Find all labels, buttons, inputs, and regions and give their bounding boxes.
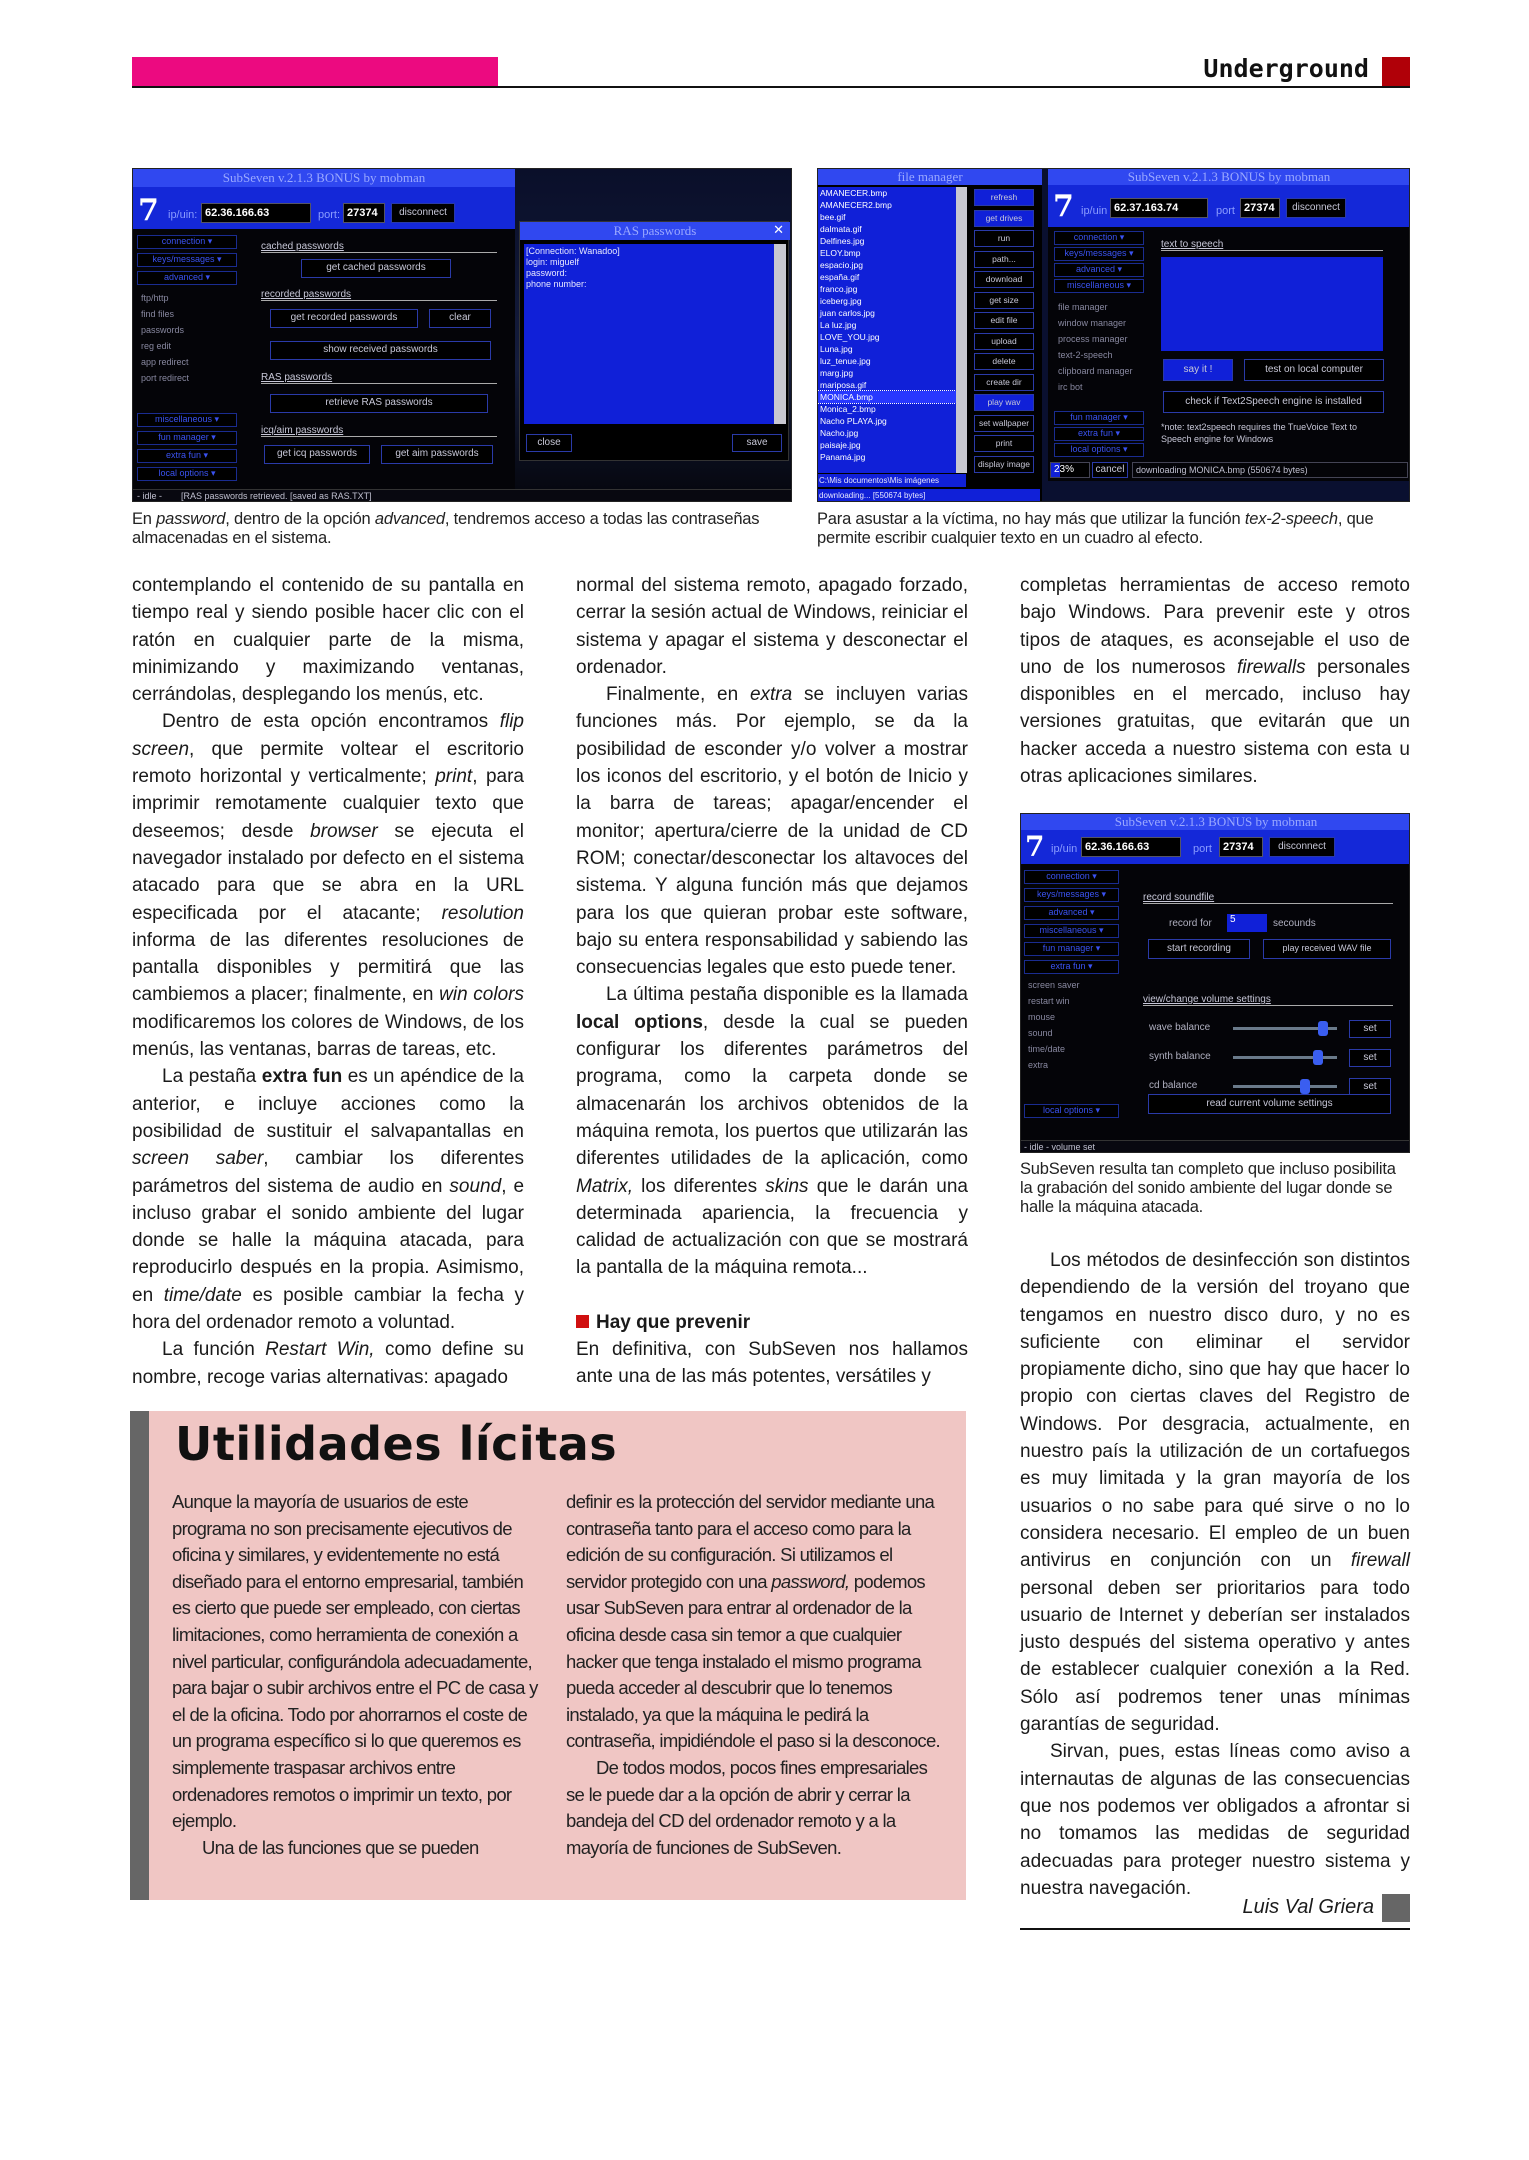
text-run: En definitiva, con SubSeven nos hallamos ante una de las más potentes, versátiles y — [576, 1339, 968, 1388]
paragraph — [576, 572, 968, 681]
caption-figure2 — [817, 510, 1410, 548]
fm-button[interactable]: upload — [974, 333, 1034, 350]
text-run: firewall — [1350, 1550, 1410, 1572]
file-manager-window — [818, 169, 1042, 502]
tts-note: *note: text2speech requires the TrueVoice Text to Speech engine for Windows — [1161, 422, 1357, 444]
subseven-logo-icon: 7 — [1053, 189, 1074, 224]
file-item[interactable]: ELOY.bmp — [820, 248, 861, 258]
volume-slider-thumb[interactable] — [1318, 1021, 1328, 1036]
text-run: completas herramientas de acceso remoto bajo Windows. Para prevenir este y otros tipos de ataques, es aconsejable el uso de uno de los numerosos — [1020, 575, 1410, 678]
file-item[interactable]: Delfines.jpg — [820, 236, 865, 246]
menu-item[interactable]: restart win — [1028, 996, 1070, 1006]
seconds-label: secounds — [1273, 918, 1316, 929]
text-run: Aunque la mayoría de usuarios de este programa no son precisamente ejecutivos de oficina y similares, y evidentemente no está diseñado para el entorno empresarial, también es cierto que puede ser empleado, con ciertas limitaciones, como herramienta de conexión a nivel particular, configurándola adecuadamente, para bajar o subir archivos entre el PC de casa y el de la oficina. Todo por ahorrarnos el coste de un programa específico si lo que queremos es simplemente traspasar archivos entre ordenadores remotos o imprimir un texto, por ejemplo. — [172, 1491, 538, 1832]
file-item[interactable]: bee.gif — [820, 212, 846, 222]
fm-button[interactable]: get drives — [974, 210, 1034, 227]
fm-status: downloading... [550674 bytes] — [818, 489, 1040, 502]
section-title: Underground — [1203, 54, 1369, 83]
text-run: , que permite escribir cualquier texto en un cuadro al efecto. — [817, 510, 1374, 547]
window-title: SubSeven v.2.1.3 BONUS by mobman — [1048, 169, 1410, 185]
fm-button[interactable]: refresh — [974, 189, 1034, 206]
fm-button[interactable]: play wav — [974, 394, 1034, 411]
menu-button[interactable]: connection ▾ — [137, 235, 237, 249]
menu-item[interactable]: passwords — [141, 325, 185, 335]
show-received-button[interactable]: show received passwords — [270, 341, 491, 360]
volume-slider-track[interactable] — [1233, 1085, 1337, 1088]
menu-button[interactable]: local options ▾ — [1054, 443, 1144, 457]
slider-label: synth balance — [1149, 1051, 1211, 1062]
menu-button[interactable]: fun manager ▾ — [137, 431, 237, 445]
close-icon[interactable]: ✕ — [773, 222, 784, 237]
menu-item[interactable]: window manager — [1058, 318, 1127, 328]
text-run: La pestaña — [162, 1066, 262, 1088]
file-item[interactable]: mariposa.gif — [820, 380, 867, 390]
port-input[interactable]: 27374 — [1240, 198, 1280, 218]
menu-item[interactable]: screen saver — [1028, 980, 1080, 990]
paragraph — [566, 1755, 948, 1861]
port-label: port — [1216, 205, 1235, 217]
menu-item[interactable]: sound — [1028, 1028, 1053, 1038]
file-item[interactable]: Panamá.jpg — [820, 452, 866, 462]
text-run: En — [132, 510, 157, 528]
author-marker — [1382, 1894, 1410, 1922]
menu-button[interactable]: connection ▾ — [1054, 231, 1144, 245]
menu-item[interactable]: extra — [1028, 1060, 1049, 1070]
box-column-1 — [172, 1489, 542, 1861]
box-column-2 — [566, 1489, 948, 1861]
paragraph — [566, 1489, 948, 1755]
test-local-button[interactable]: test on local computer — [1244, 359, 1384, 381]
scrollbar[interactable] — [956, 187, 967, 473]
text-run: La última pestaña disponible es la llamada — [606, 984, 968, 1006]
file-item[interactable]: iceberg.jpg — [820, 296, 862, 306]
file-item[interactable]: LOVE_YOU.jpg — [820, 332, 880, 342]
paragraph — [132, 1336, 524, 1391]
fm-button[interactable]: create dir — [974, 374, 1034, 391]
window-title: SubSeven v.2.1.3 BONUS by mobman — [133, 169, 515, 187]
menu-button[interactable]: miscellaneous ▾ — [137, 413, 237, 427]
paragraph — [1020, 1247, 1410, 1738]
get-icq-button[interactable]: get icq passwords — [264, 445, 370, 464]
menu-button[interactable]: advanced ▾ — [137, 271, 237, 285]
menu-button[interactable]: keys/messages ▾ — [1054, 247, 1144, 261]
text-run: , dentro de la opción — [225, 510, 375, 528]
menu-item[interactable]: process manager — [1058, 334, 1128, 344]
text-run: Dentro de esta opción encontramos — [162, 711, 500, 733]
menu-item[interactable]: find files — [141, 309, 175, 319]
file-manager-title: file manager — [818, 169, 1042, 185]
record-for-label: record for — [1169, 918, 1212, 929]
text-run: Matrix, — [576, 1175, 633, 1197]
fm-button[interactable]: path... — [974, 251, 1034, 268]
text-run: extra fun — [261, 1066, 343, 1088]
file-item[interactable]: Luna.jpg — [820, 344, 853, 354]
paragraph — [576, 1336, 968, 1391]
volume-slider-thumb[interactable] — [1313, 1050, 1323, 1065]
menu-item[interactable]: text-2-speech — [1058, 350, 1113, 360]
start-recording-button[interactable]: start recording — [1148, 939, 1250, 959]
seconds-input[interactable]: 5 — [1227, 914, 1267, 932]
red-square-icon — [576, 1315, 589, 1328]
say-it-button[interactable]: say it ! — [1163, 359, 1233, 381]
menu-item[interactable]: port redirect — [141, 373, 190, 383]
volume-slider-thumb[interactable] — [1300, 1079, 1310, 1094]
menu-button[interactable]: fun manager ▾ — [1054, 411, 1144, 425]
paragraph — [132, 708, 524, 1063]
header-rule — [132, 86, 1410, 88]
ras-line: [Connection: Wanadoo] — [526, 246, 620, 256]
menu-button[interactable]: advanced ▾ — [1024, 906, 1119, 920]
fm-button[interactable]: edit file — [974, 312, 1034, 329]
text-run: Sirvan, pues, estas líneas como aviso a internautas de algunas de las consecuencias que nos podemos ver obligados a afrontar si no tomamos las medidas de seguridad adecuadas para proteger nuestro sistema y nuestra navegación. — [1020, 1741, 1410, 1899]
text-run: normal del sistema remoto, apagado forzado, cerrar la sesión actual de Windows, reiniciar el sistema y apagar el sistema y desconectar el ordenador. — [576, 575, 968, 678]
menu-button[interactable]: miscellaneous ▾ — [1054, 279, 1144, 293]
menu-button[interactable]: fun manager ▾ — [1024, 942, 1119, 956]
text-run: se incluyen varias funciones más. Por ejemplo, se da la posibilidad de esconder y/o volver a mostrar los iconos del escritorio, y el botón de Inicio y la barra de tareas; apagar/encender el monitor; apertura/cierre de la unidad de CD ROM; conectar/desconectar los altavoces del sistema. Y alguna función más que dejamos para los que quieran probar este software, bajo su entera responsabilidad y sabiendo las consecuencias legales que esto puede tener. — [576, 684, 968, 979]
check-engine-button[interactable]: check if Text2Speech engine is installed — [1163, 391, 1384, 413]
fm-button[interactable]: delete — [974, 353, 1034, 370]
scrollbar[interactable] — [774, 244, 786, 424]
get-recorded-button[interactable]: get recorded passwords — [270, 309, 418, 328]
clear-button[interactable]: clear — [429, 309, 491, 328]
path-field: C:\Mis documentos\Mis imágenes — [818, 474, 966, 487]
file-item[interactable]: Monica_2.bmp — [820, 404, 876, 414]
ip-input[interactable]: 62.36.166.63 — [1081, 837, 1181, 857]
text-run: sound — [449, 1175, 502, 1197]
record-heading: record soundfile — [1143, 892, 1393, 904]
menu-button[interactable]: extra fun ▾ — [1024, 960, 1119, 974]
paragraph — [172, 1489, 542, 1835]
column-2-text — [576, 572, 968, 1282]
text-run: local options — [576, 1011, 703, 1033]
text-run: screen saber — [132, 1148, 264, 1170]
menu-item[interactable]: ftp/http — [141, 293, 169, 303]
file-item[interactable]: La luz.jpg — [820, 320, 857, 330]
fm-button[interactable]: get size — [974, 292, 1034, 309]
status-message: [RAS passwords retrieved. [saved as RAS.TXT] — [181, 491, 372, 501]
caption-figure1 — [132, 510, 792, 548]
ras-line: password: — [526, 268, 568, 278]
column-3-top — [1020, 572, 1410, 790]
retrieve-ras-button[interactable]: retrieve RAS passwords — [270, 394, 488, 413]
menu-button[interactable]: keys/messages ▾ — [137, 253, 237, 267]
ras-window — [519, 221, 789, 461]
fm-button[interactable]: display image — [974, 456, 1034, 473]
text-run: Finalmente, en — [606, 684, 750, 706]
text-run: , e incluso grabar el sonido ambiente del lugar donde se halle la máquina atacada, para reproducirlo después en la propia. Asimismo, en — [132, 1175, 525, 1306]
text-run: password, — [771, 1570, 850, 1592]
ip-label: ip/uin — [1051, 843, 1078, 855]
text-run: skins — [765, 1175, 809, 1197]
ip-input[interactable]: 62.37.163.74 — [1110, 198, 1208, 218]
menu-button[interactable]: extra fun ▾ — [1054, 427, 1144, 441]
text-run: advanced — [374, 510, 445, 528]
file-item[interactable]: AMANECER2.bmp — [820, 200, 892, 210]
text-run: SubSeven resulta tan completo que incluso posibilita la grabación del sonido ambiente del lugar donde se halle la máquina atacada. — [1020, 1160, 1396, 1216]
set-button[interactable]: set — [1349, 1020, 1391, 1038]
text-run: time/date — [163, 1284, 242, 1306]
menu-button[interactable]: connection ▾ — [1024, 870, 1119, 884]
paragraph — [576, 681, 968, 981]
ip-input[interactable]: 62.36.166.63 — [201, 203, 311, 223]
text-run: browser — [310, 820, 378, 842]
section-color-bar — [132, 57, 498, 86]
file-item[interactable]: Nacho.jpg — [820, 428, 859, 438]
paragraph — [1020, 572, 1410, 790]
subheading — [576, 1309, 968, 1336]
tts-textarea[interactable] — [1161, 257, 1383, 351]
subheading-text: Hay que prevenir — [596, 1311, 751, 1333]
status-bar: - idle - volume set — [1021, 1140, 1410, 1153]
paragraph — [1020, 1738, 1410, 1902]
file-item[interactable]: juan carlos.jpg — [820, 308, 875, 318]
text-run: , tendremos acceso a todas las contraseñas almacenadas en el sistema. — [132, 510, 760, 547]
text-run: Los métodos de desinfección son distintos dependiendo de la versión del troyano que tengamos en nuestro disco duro, y no es suficiente con eliminar el servidor propiamente dicho, sino que hay que hacer lo propio con ciertas claves del Registro de Windows. Por desgracia, actualmente, en nuestro país la utilización de un cortafuegos es muy limitada y la gran mayoría de los usuarios o no sabe para qué sirve o no lo considera necesario. El empleo de un buen antivirus en conjunción con un — [1020, 1250, 1410, 1572]
fm-button[interactable]: set wallpaper — [974, 415, 1034, 432]
subseven-logo-icon: 7 — [1025, 830, 1045, 863]
box-title: Utilidades lícitas — [175, 1417, 618, 1471]
slider-label: cd balance — [1149, 1080, 1198, 1091]
tts-heading: text to speech — [1161, 239, 1383, 251]
fm-button[interactable]: print — [974, 435, 1034, 452]
menu-item[interactable]: app redirect — [141, 357, 189, 367]
subseven-window — [1048, 169, 1410, 481]
file-item[interactable]: luz_tenue.jpg — [820, 356, 871, 366]
text-run: , para imprimir remotamente cualquier texto que deseemos; desde — [132, 766, 524, 842]
text-run: podemos usar SubSeven para entrar al ordenador de la oficina desde casa sin temor a que cualquier hacker que tenga instalado el mismo programa pueda acceder al descubrir que lo tenemos instalado, ya que la máquina le pedirá la contraseña, impidiéndole el paso si la desconoce. — [566, 1570, 940, 1752]
file-item[interactable]: franco.jpg — [820, 284, 858, 294]
text-run: personales disponibles en el mercado, incluso hay versiones gratuitas, que evitarán que un hacker acceda a nuestro sistema con esta u otras aplicaciones similares. — [1020, 656, 1410, 788]
caption-figure3 — [1020, 1160, 1410, 1217]
disconnect-button[interactable]: disconnect — [391, 203, 455, 223]
text-run: los diferentes — [633, 1175, 766, 1197]
menu-button[interactable]: local options ▾ — [137, 467, 237, 481]
text-run: es posible cambiar la fecha y hora del ordenador remoto a voluntad. — [132, 1284, 524, 1334]
set-button[interactable]: set — [1349, 1078, 1391, 1096]
file-item[interactable]: AMANECER.bmp — [820, 188, 888, 198]
author-name: Luis Val Griera — [1242, 1896, 1374, 1918]
author-line — [1020, 1890, 1410, 1930]
column-2-text-b — [576, 1336, 968, 1391]
text-run: modificaremos los colores de Windows, de los menús, las ventanas, barras de tareas, etc. — [132, 1011, 524, 1061]
paragraph — [172, 1835, 542, 1862]
section-marker — [1382, 57, 1410, 86]
volume-heading: view/change volume settings — [1143, 994, 1393, 1006]
paragraph — [576, 981, 968, 1281]
menu-item[interactable]: mouse — [1028, 1012, 1056, 1022]
file-item[interactable]: marg.jpg — [820, 368, 854, 378]
file-item[interactable]: MONICA.bmp — [818, 391, 956, 403]
close-button[interactable]: close — [526, 434, 572, 452]
port-label: port: — [318, 209, 341, 221]
menu-item[interactable]: reg edit — [141, 341, 172, 351]
text-run: , desde la cual se pueden configurar los diferentes parámetros del programa, como la carpeta donde se almacenarán los archivos obtenidos de la máquina remota, los puertos que utilizarán las diferentes utilidades de la aplicación, como — [576, 1011, 968, 1170]
text-run: print — [435, 766, 473, 788]
text-run: Para asustar a la víctima, no hay más que utilizar la función — [817, 510, 1245, 528]
file-item[interactable]: españa.gif — [820, 272, 860, 282]
status-bar: downloading MONICA.bmp (550674 bytes) — [1132, 462, 1408, 478]
menu-item[interactable]: irc bot — [1058, 382, 1083, 392]
progress-label: 23% — [1054, 464, 1075, 475]
text-run: tex-2-speech — [1244, 510, 1338, 528]
text-run: De todos modos, pocos fines empresariales se le puede dar a la opción de abrir y cerrar la bandeja del CD del ordenador remoto y a la mayoría de funciones de SubSeven. — [566, 1756, 928, 1858]
menu-button[interactable]: advanced ▾ — [1054, 263, 1144, 277]
text-run: extra — [749, 684, 793, 706]
ras-line: phone number: — [526, 279, 587, 289]
column-1 — [132, 572, 524, 1391]
disconnect-button[interactable]: disconnect — [1286, 198, 1346, 218]
text-run: como define su nombre, recoge varias alternativas: apagado — [132, 1339, 524, 1388]
menu-button[interactable]: miscellaneous ▾ — [1024, 924, 1119, 938]
column-2 — [576, 572, 968, 1391]
menu-button[interactable]: keys/messages ▾ — [1024, 888, 1119, 902]
menu-button[interactable]: local options ▾ — [1024, 1104, 1119, 1118]
file-item[interactable]: paisaje.jpg — [820, 440, 861, 450]
text-run: que le darán una determinada apariencia, la frecuencia y calidad de actualización con que se mostrará la pantalla de la máquina remota... — [576, 1175, 968, 1279]
figure-text2speech-screenshot — [817, 168, 1410, 502]
text-run: win colors — [439, 984, 524, 1006]
cached-heading: cached passwords — [261, 241, 497, 253]
read-volume-button[interactable]: read current volume settings — [1148, 1094, 1391, 1114]
icq-heading: icq/aim passwords — [261, 425, 497, 437]
text-run: , cambiar los diferentes parámetros del sistema de audio en — [132, 1148, 525, 1197]
text-run: , que permite voltear el escritorio remoto horizontal y verticalmente; — [132, 738, 524, 788]
save-button[interactable]: save — [732, 434, 782, 452]
get-cached-button[interactable]: get cached passwords — [301, 259, 451, 278]
box-side-bar — [130, 1411, 149, 1900]
slider-label: wave balance — [1149, 1022, 1211, 1033]
ip-label: ip/uin: — [168, 209, 198, 221]
set-button[interactable]: set — [1349, 1049, 1391, 1067]
ras-heading: RAS passwords — [261, 372, 497, 384]
ras-textarea[interactable] — [524, 244, 774, 424]
text-run: firewalls — [1236, 656, 1306, 678]
cancel-button[interactable]: cancel — [1092, 462, 1128, 478]
ras-title: RAS passwords — [520, 222, 790, 240]
status-idle: - idle - — [137, 491, 163, 501]
text-run: se ejecuta el navegador instalado por defecto en el sistema atacado para que se abra en la URL especificada por el atacante; — [132, 820, 524, 924]
text-run: contemplando el contenido de su pantalla en tiempo real y siendo posible hacer clic con el ratón en cualquier parte de la misma, minimizando y maximizando ventanas, cerrándolas, desplegando los menús, etc. — [132, 575, 524, 706]
menu-item[interactable]: file manager — [1058, 302, 1108, 312]
file-list[interactable] — [818, 187, 956, 473]
file-item[interactable]: Nacho PLAYA.jpg — [820, 416, 887, 426]
play-wav-button[interactable]: play received WAV file — [1263, 939, 1391, 959]
menu-item[interactable]: time/date — [1028, 1044, 1066, 1054]
figure-password-screenshot — [132, 168, 792, 502]
paragraph — [132, 1063, 524, 1336]
port-input[interactable]: 27374 — [1219, 837, 1263, 857]
ras-line: login: miguelf — [526, 257, 580, 267]
window-title: SubSeven v.2.1.3 BONUS by mobman — [1021, 814, 1410, 830]
ip-label: ip/uin — [1081, 205, 1108, 217]
fm-button[interactable]: download — [974, 271, 1034, 288]
port-label: port — [1193, 843, 1212, 855]
progress-bar — [1050, 462, 1090, 478]
text-run: informa de las diferentes resoluciones de pantalla disponibles y permitirá que las cambiemos a placer; finalmente, en — [132, 929, 524, 1006]
port-input[interactable]: 27374 — [343, 203, 385, 223]
menu-item[interactable]: clipboard manager — [1058, 366, 1133, 376]
sidebar-box — [130, 1411, 966, 1900]
fm-button[interactable]: run — [974, 230, 1034, 247]
text-run: personal deben ser prioritarios para todo usuario de Internet y deberían ser instalados justo después del sistema operativo y antes de establecer cualquier conexión a la Red. Sólo así podremos tener unas mínimas garantías de seguridad. — [1020, 1577, 1410, 1736]
text-run: es un apéndice de la anterior, e incluye acciones como la posibilidad de sustituir el salvapantallas en — [132, 1066, 524, 1142]
text-run: password — [156, 510, 226, 528]
text-run: La función — [162, 1339, 266, 1361]
text-run: resolution — [441, 902, 524, 924]
file-item[interactable]: espacio.jpg — [820, 260, 864, 270]
subseven-logo-icon: 7 — [138, 193, 159, 228]
text-run: flip screen — [132, 711, 524, 760]
text-run: Una de las funciones que se pueden — [202, 1836, 479, 1858]
paragraph — [132, 572, 524, 708]
status-bar — [133, 489, 792, 502]
file-item[interactable]: dalmata.gif — [820, 224, 862, 234]
text-run: Restart Win, — [265, 1339, 375, 1361]
get-aim-button[interactable]: get aim passwords — [381, 445, 493, 464]
figure-sound-screenshot — [1020, 813, 1410, 1153]
menu-button[interactable]: extra fun ▾ — [137, 449, 237, 463]
recorded-heading: recorded passwords — [261, 289, 497, 301]
column-3-bottom — [1020, 1247, 1410, 1902]
text-run: definir es la protección del servidor mediante una contraseña tanto para el acceso como para la edición de su configuración. Si utilizamos el servidor protegido con una — [566, 1491, 935, 1592]
disconnect-button[interactable]: disconnect — [1269, 837, 1335, 857]
